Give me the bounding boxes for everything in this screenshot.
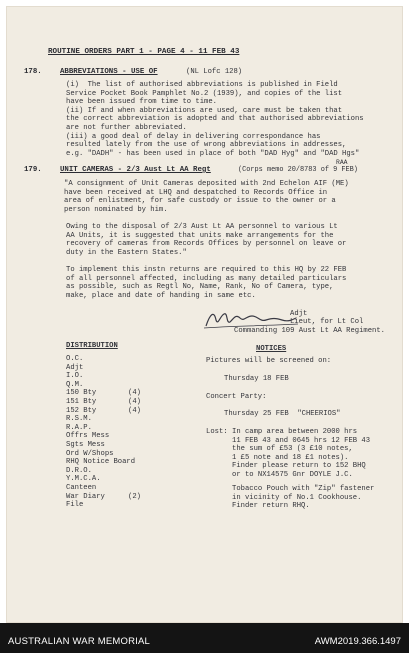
pictures-date: Thursday 18 FEB: [224, 375, 289, 383]
order-179-line: AA Units, it is suggested that units make arrangements for the: [66, 231, 334, 240]
order-178-line: e.g. "DADH" - has been used in place of both "DAD Hyg" and "DAD Hgs": [66, 149, 360, 158]
order-178-line: resulted lately from the use of wrong abbreviations in addresses,: [66, 141, 347, 150]
lost-line: 1 £5 note and 18 £1 notes).: [232, 453, 349, 462]
lost-label: Lost:: [206, 428, 228, 436]
order-179-line: area of enlistment, for safe custody or issue to the owner or a: [64, 197, 336, 206]
order-178-number: 178.: [24, 68, 42, 76]
distribution-item: 152 Bty (4): [66, 406, 141, 415]
order-179-line: "A consignment of Unit Cameras deposited with 2nd Echelon AIF (ME): [64, 180, 349, 188]
order-179-line: To implement this instn returns are required to this HQ by 22 FEB: [66, 266, 347, 274]
order-179-line: have been received at LHQ and despatched to Records Office in: [64, 188, 328, 197]
order-179-title: UNIT CAMERAS - 2/3 Aust Lt AA Regt: [60, 166, 211, 174]
order-179-line: of all personnel affected, including as many detailed particulars: [66, 274, 347, 283]
tobacco-line: Tobacco Pouch with "Zip" fastener: [232, 485, 375, 493]
order-179-reference: (Corps memo 20/8783 of 9 FEB): [238, 166, 358, 174]
order-178-line: (ii) If and when abbreviations are used, care must be taken that: [66, 106, 343, 115]
page-header: ROUTINE ORDERS PART 1 - PAGE 4 - 11 FEB 43: [48, 48, 240, 56]
notices-title: NOTICES: [256, 345, 287, 353]
distribution-item: Ord W/Shops: [66, 449, 114, 458]
order-178-line: are not further abbreviated.: [66, 123, 187, 132]
distribution-item: Sgts Mess: [66, 440, 105, 449]
order-179-line: as possible, such as Regtl No, Name, Rank, No of Camera, type,: [66, 283, 334, 292]
lost-line: or to NX14575 Gnr DOYLE J.C.: [232, 470, 353, 479]
concert-notice: Concert Party:: [206, 393, 267, 401]
distribution-item: R.S.M.: [66, 415, 92, 424]
order-178-line: (iii) a good deal of delay in delivering correspondance has: [66, 132, 321, 141]
pictures-notice: Pictures will be screened on:: [206, 357, 332, 365]
distribution-item: Canteen: [66, 483, 97, 492]
order-179-para-2: [66, 223, 346, 257]
distribution-title: DISTRIBUTION: [66, 342, 118, 350]
order-178-line: the correct abbreviation is adopted and that authorised abbreviations: [66, 115, 364, 124]
signature-role: Adjt: [290, 310, 308, 318]
order-178-line: Service Pocket Book Pamphlet No.2 (1939), and copies of the list: [66, 89, 343, 98]
footer-bar: [0, 623, 409, 653]
order-179-para-3: [66, 266, 346, 300]
lost-line: 11 FEB 43 and 0645 hrs 12 FEB 43: [232, 436, 371, 445]
order-179-para-1: [64, 180, 349, 214]
order-178-line: have been issued from time to time.: [66, 98, 217, 107]
institution-name: AUSTRALIAN WAR MEMORIAL: [8, 636, 151, 647]
order-179-number: 179.: [24, 166, 42, 174]
distribution-item: RHQ Notice Board: [66, 458, 136, 467]
concert-date: Thursday 25 FEB "CHEERIOS": [224, 410, 341, 418]
order-178-title: ABBREVIATIONS - USE OF: [60, 68, 158, 76]
order-179-line: person nominated by him.: [64, 205, 168, 214]
distribution-item: R.A.P.: [66, 423, 92, 432]
distribution-item: Adjt: [66, 363, 84, 372]
raa-annotation: RAA: [336, 159, 348, 166]
distribution-item: War Diary (2): [66, 492, 141, 501]
order-179-line: recovery of cameras from Records Offices by personnel on leave or: [66, 240, 347, 249]
signature-line-2: Lieut, for Lt Col: [290, 318, 364, 326]
signature-line-3: Commanding 109 Aust Lt AA Regiment.: [234, 327, 385, 335]
distribution-item: O.C.: [66, 355, 84, 363]
distribution-item: Q.M.: [66, 380, 84, 389]
order-178-reference: (NL Lofc 128): [186, 68, 243, 76]
distribution-list: [66, 355, 141, 510]
tobacco-line: in vicinity of No.1 Cookhouse.: [232, 493, 362, 502]
distribution-item: I.O.: [66, 372, 84, 381]
order-178-body: [66, 81, 364, 158]
lost-notice: [232, 428, 370, 480]
order-179-line: Owing to the disposal of 2/3 Aust Lt AA personnel to various Lt: [66, 223, 338, 231]
lost-line: the sum of £53 (3 £10 notes,: [232, 445, 353, 454]
accession-number: AWM2019.366.1497: [314, 636, 401, 647]
tobacco-line: Finder return RHQ.: [232, 502, 310, 511]
distribution-item: 151 Bty (4): [66, 397, 141, 406]
distribution-item: 150 Bty (4): [66, 389, 141, 398]
order-179-line: make, place and date of handing in same etc.: [66, 291, 256, 300]
order-178-line: (i) The list of authorised abbreviations is published in Field: [66, 81, 338, 89]
lost-line: Finder please return to 152 BHQ: [232, 462, 366, 471]
distribution-item: Offrs Mess: [66, 432, 110, 441]
lost-line: In camp area between 2000 hrs: [232, 428, 358, 436]
tobacco-notice: [232, 485, 374, 511]
order-179-line: duty in the Eastern States.": [66, 248, 187, 257]
distribution-item: D.R.O.: [66, 466, 92, 475]
distribution-item: Y.M.C.A.: [66, 475, 101, 484]
distribution-item: File: [66, 501, 84, 510]
